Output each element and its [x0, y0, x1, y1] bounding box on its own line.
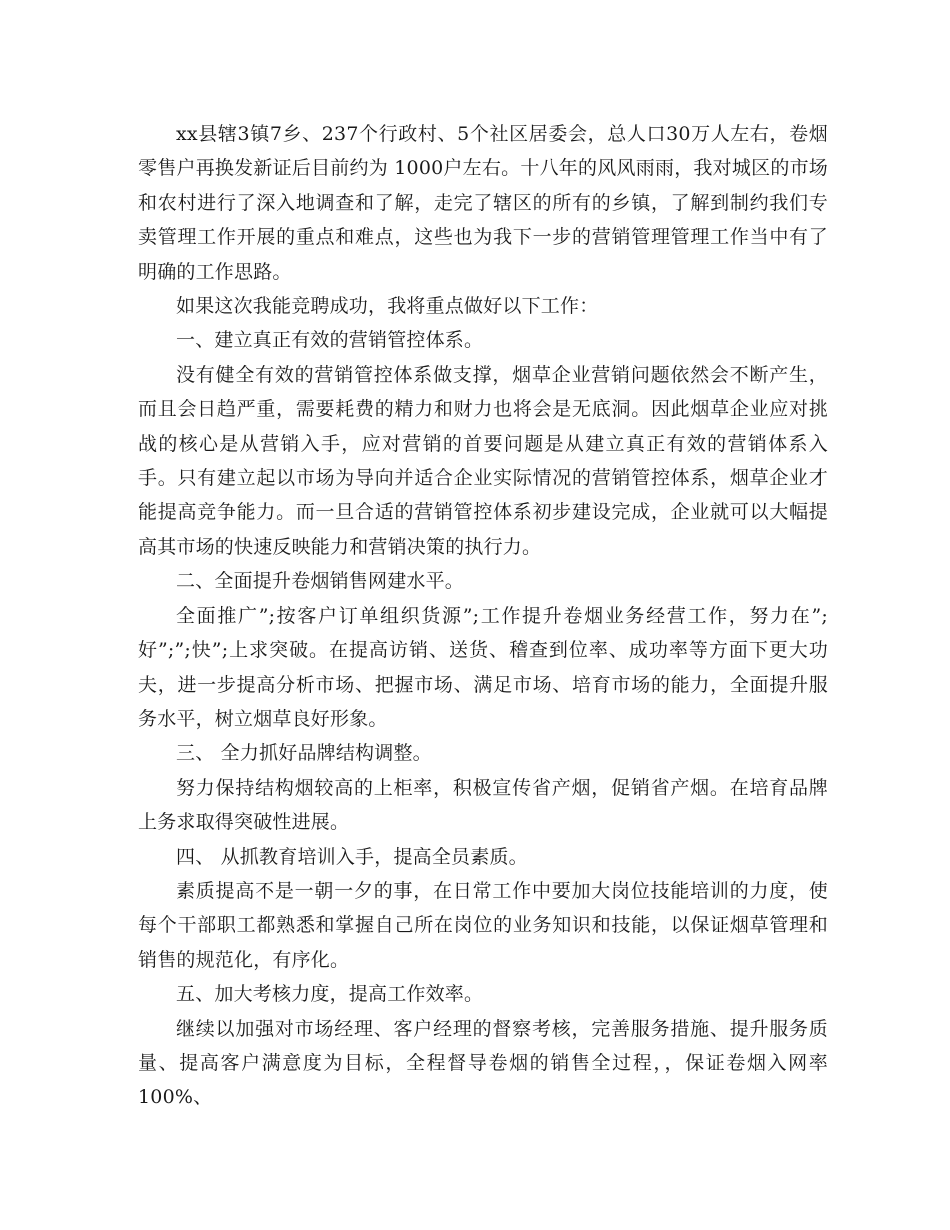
- paragraph-sales-network: 全面推广”;按客户订单组织货源”;工作提升卷烟业务经营工作，努力在”;好”;”;快”;上求突破。在提高访销、送货、稽查到位率、成功率等方面下更大功夫，进一步提高分析市场、把握市场、满足市场、培育市场的能力，全面提升服务水平，树立烟草良好形象。: [138, 604, 828, 730]
- paragraph-training: 素质提高不是一朝一夕的事，在日常工作中要加大岗位技能培训的力度，使每个干部职工都熟悉和掌握自己所在岗位的业务知识和技能，以保证烟草管理和销售的规范化，有序化。: [138, 879, 828, 971]
- document-body: [138, 117, 828, 1115]
- section-heading-2: 二、全面提升卷烟销售网建水平。: [176, 570, 465, 593]
- section-heading-4: 四、 从抓教育培训入手，提高全员素质。: [176, 845, 528, 868]
- paragraph-marketing-control: 没有健全有效的营销管控体系做支撑，烟草企业营销问题依然会不断产生，而且会日趋严重，需要耗费的精力和财力也将会是无底洞。因此烟草企业应对挑战的核心是从营销入手，应对营销的首要问题是从建立真正有效的营销体系入手。只有建立起以市场为导向并适合企业实际情况的营销管控体系，烟草企业才能提高竞争能力。而一旦合适的营销管控体系初步建设完成，企业就可以大幅提高其市场的快速反映能力和营销决策的执行力。: [138, 363, 828, 558]
- section-heading-1: 一、建立真正有效的营销管控体系。: [176, 329, 484, 352]
- paragraph-county-overview: xx县辖3镇7乡、237个行政村、5个社区居委会，总人口30万人左右，卷烟零售户再换发新证后目前约为 1000户左右。十八年的风风雨雨，我对城区的市场和农村进行了深入地调查和了解，走完了辖区的所有的乡镇，了解到制约我们专卖管理工作开展的重点和难点，这些也为我下一步的营销管理管理工作当中有了明确的工作思路。: [138, 123, 828, 283]
- paragraph-brand-structure: 努力保持结构烟较高的上柜率，积极宣传省产烟，促销省产烟。在培育品牌上务求取得突破性进展。: [138, 776, 828, 834]
- section-heading-3: 三、 全力抓好品牌结构调整。: [176, 742, 432, 765]
- section-heading-5: 五、加大考核力度，提高工作效率。: [176, 983, 484, 1006]
- paragraph-assessment: 继续以加强对市场经理、客户经理的督察考核，完善服务措施、提升服务质量、提高客户满意度为目标，全程督导卷烟的销售全过程，，保证卷烟入网率100%、: [138, 1017, 828, 1109]
- paragraph-intro-work-plan: 如果这次我能竞聘成功，我将重点做好以下工作：: [176, 295, 599, 318]
